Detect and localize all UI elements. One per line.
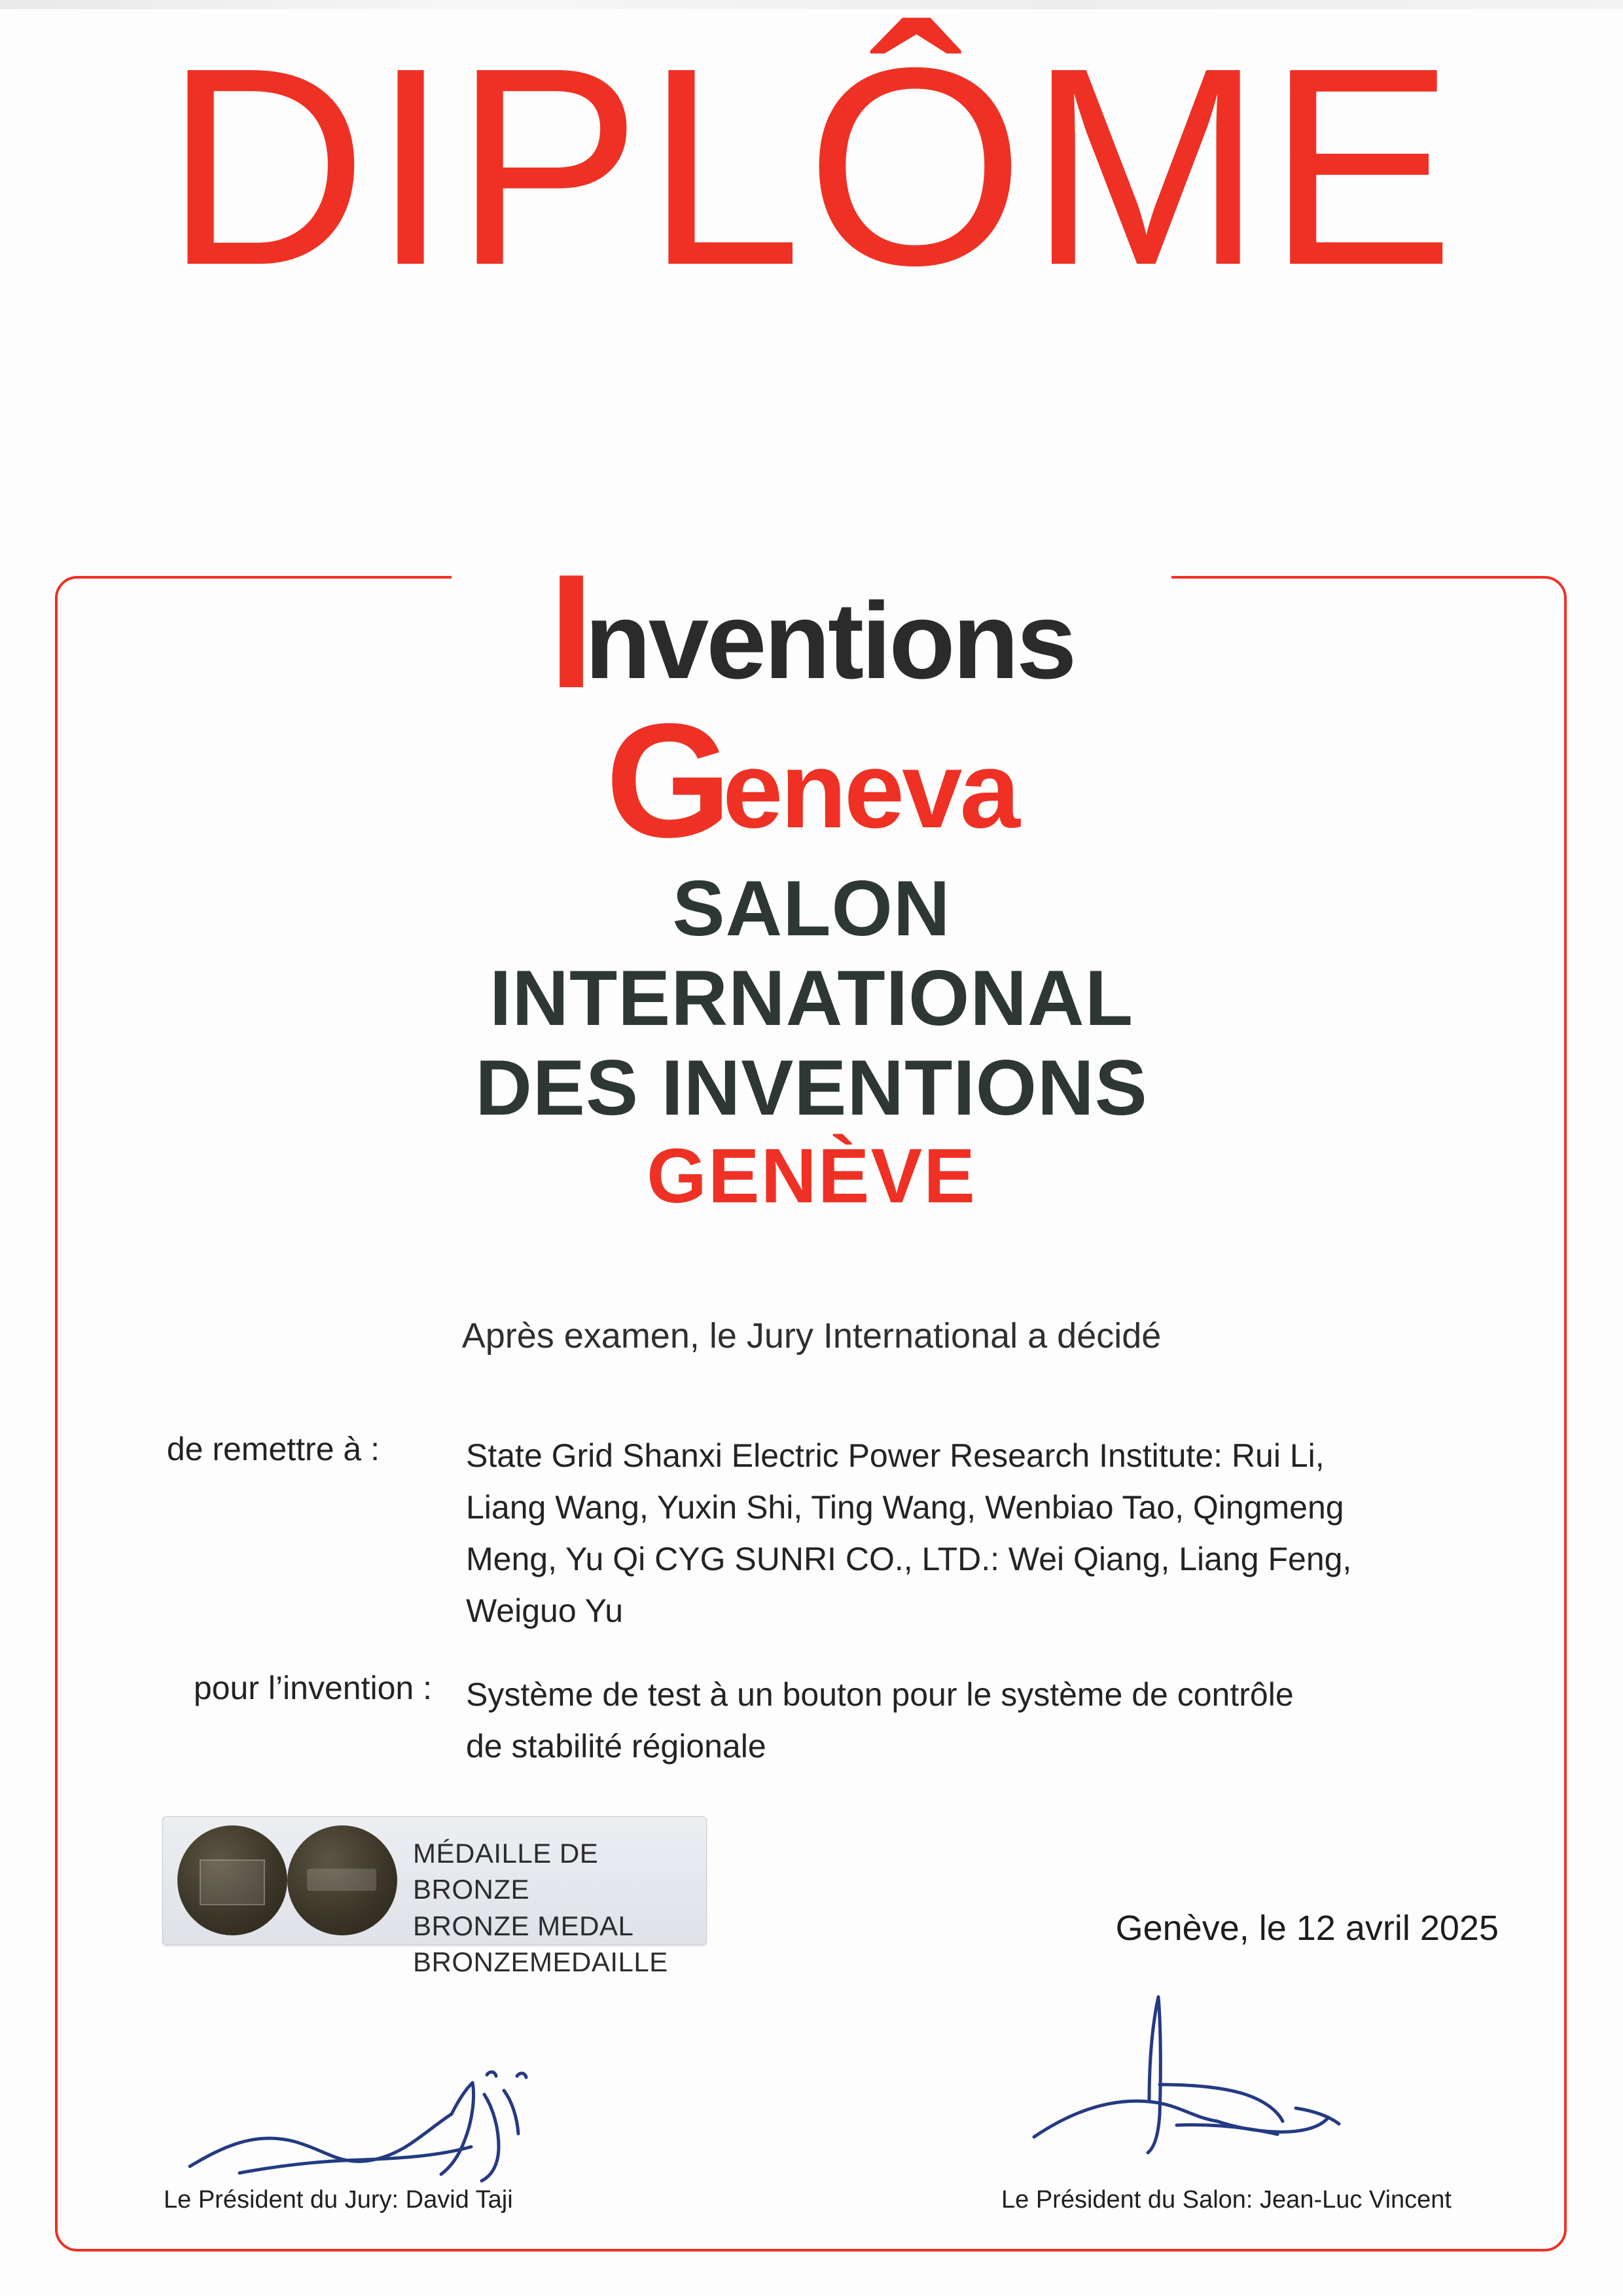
page-title: DIPLÔME	[164, 10, 1459, 324]
salon-heading-line-2: INTERNATIONAL	[489, 954, 1133, 1042]
medal-text	[413, 1835, 706, 1981]
logo-line-geneva	[0, 689, 1623, 872]
inventions-geneva-logo	[0, 540, 1623, 872]
logo-text-nventions: nventions	[584, 581, 1075, 702]
salon-president-caption: Le Président du Salon: Jean-Luc Vincent	[1001, 2186, 1452, 2214]
recipients-value: State Grid Shanxi Electric Power Research Institute: Rui Li, Liang Wang, Yuxin Shi, Ting Wang, Wenbiao Tao, Qingmeng Meng, Yu Qi CYG SUNRI CO., LTD.: Wei Qiang, Liang Feng, Weiguo Yu	[466, 1437, 1352, 1629]
salon-heading-line-3: DES INVENTIONS	[475, 1043, 1148, 1132]
medal-text-de: BRONZEMEDAILLE	[413, 1946, 668, 1978]
recipients-label: de remettre à :	[166, 1431, 380, 1467]
scan-edge	[0, 0, 1623, 9]
issue-date: Genève, le 12 avril 2025	[1115, 1909, 1499, 1948]
medal-disc-right-icon	[287, 1825, 397, 1935]
salon-heading-line-1: SALON	[672, 865, 951, 952]
salon-heading	[0, 864, 1623, 1221]
salon-heading-geneve: GENÈVE	[647, 1133, 976, 1220]
invention-value: Système de test à un bouton pour le système de contrôle de stabilité régionale	[466, 1676, 1294, 1765]
medal-text-fr: MÉDAILLE DE BRONZE	[413, 1838, 599, 1905]
invention-label: pour l’invention :	[193, 1670, 432, 1706]
bronze-medal-sticker	[162, 1816, 707, 1978]
jury-decision-text: Après examen, le Jury International a décidé	[461, 1316, 1162, 1355]
logo-line-inventions	[0, 540, 1623, 722]
logo-text-eneva: eneva	[722, 730, 1018, 852]
logo-initial-i: I	[548, 540, 585, 722]
medal-disc-left-icon	[177, 1825, 287, 1935]
medal-text-en: BRONZE MEDAL	[413, 1910, 634, 1941]
logo-initial-g: G	[605, 689, 723, 872]
jury-president-caption: Le Président du Jury: David Taji	[164, 2186, 513, 2214]
